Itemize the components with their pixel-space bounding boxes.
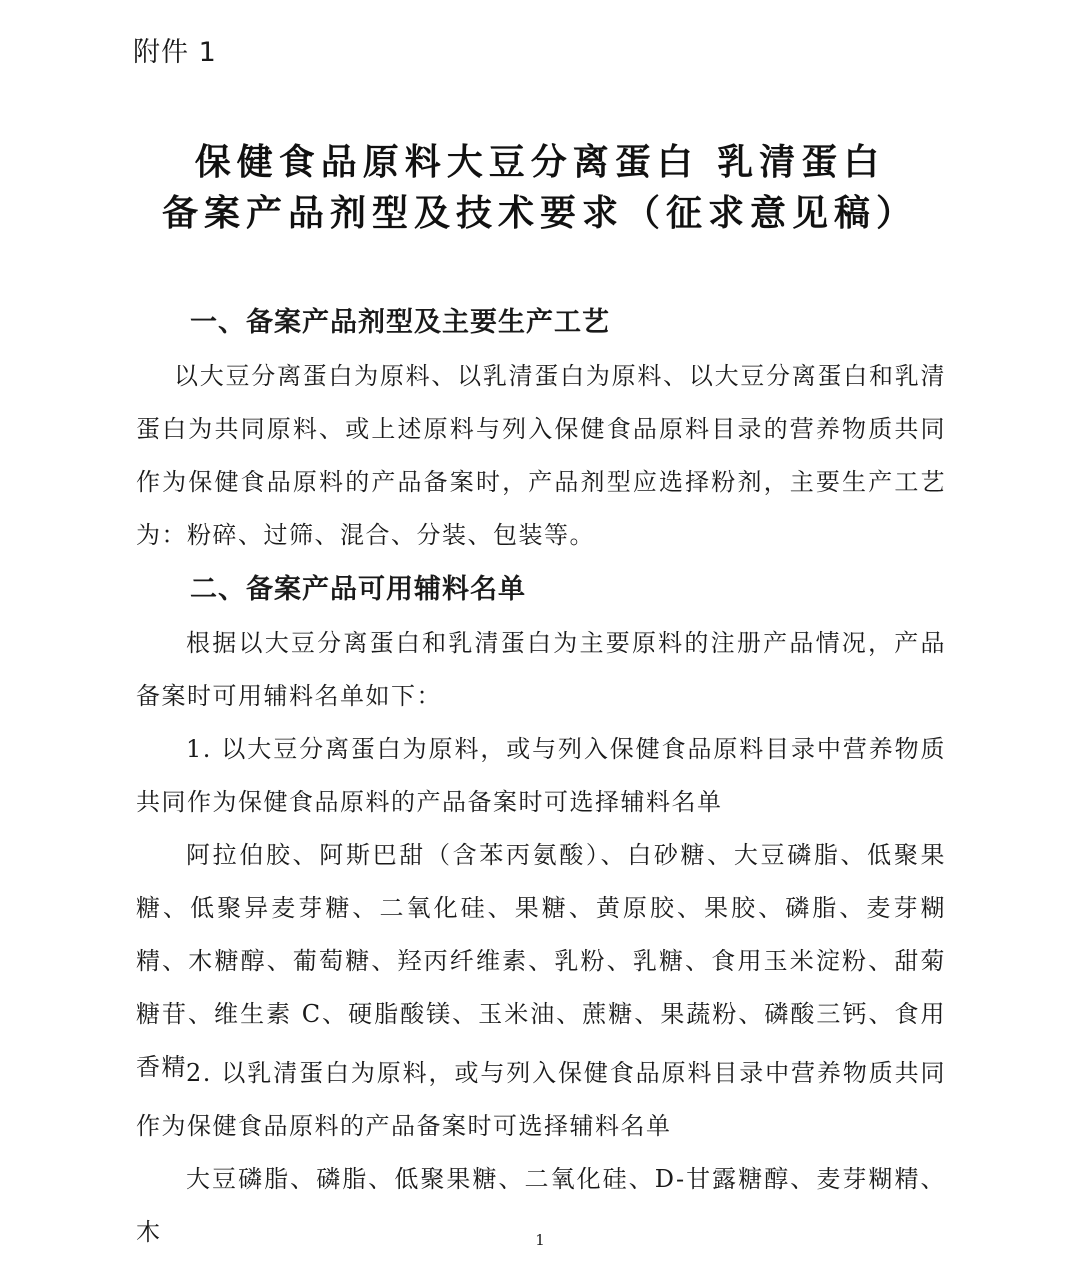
section-2-intro: 根据以大豆分离蛋白和乳清蛋白为主要原料的注册产品情况，产品备案时可用辅料名单如下： <box>136 629 946 710</box>
section-1-heading: 一、备案产品剂型及主要生产工艺 <box>190 307 610 338</box>
item-1-excipient-list: 阿拉伯胶、阿斯巴甜（含苯丙氨酸）、白砂糖、大豆磷脂、低聚果糖、低聚异麦芽糖、二氧化硅、果糖、黄原胶、果胶、磷脂、麦芽糊精、木糖醇、葡萄糖、羟丙纤维素、乳粉、乳糖、食用玉米淀粉、甜菊糖苷、维生素 C、硬脂酸镁、玉米油、蔗糖、果蔬粉、磷酸三钙、食用香精 <box>136 841 946 1081</box>
page-number: 1 <box>535 1231 545 1249</box>
annex-label: 附件 1 <box>133 37 217 68</box>
item-2-excipient-list: 大豆磷脂、磷脂、低聚果糖、二氧化硅、D-甘露糖醇、麦芽糊精、木 <box>136 1165 946 1246</box>
item-2-title: 2. 以乳清蛋白为原料，或与列入保健食品原料目录中营养物质共同作为保健食品原料的产品备案时可选择辅料名单 <box>136 1059 946 1140</box>
section-1-body: 以大豆分离蛋白为原料、以乳清蛋白为原料、以大豆分离蛋白和乳清蛋白为共同原料、或上述原料与列入保健食品原料目录的营养物质共同作为保健食品原料的产品备案时，产品剂型应选择粉剂，主要生产工艺为：粉碎、过筛、混合、分装、包装等。 <box>136 362 946 549</box>
section-2-heading: 二、备案产品可用辅料名单 <box>190 574 526 605</box>
document-title-line-1: 保健食品原料大豆分离蛋白 乳清蛋白 <box>194 141 886 183</box>
item-1-title: 1. 以大豆分离蛋白为原料，或与列入保健食品原料目录中营养物质共同作为保健食品原料的产品备案时可选择辅料名单 <box>136 735 946 816</box>
document-title-line-2: 备案产品剂型及技术要求（征求意见稿） <box>161 192 918 234</box>
